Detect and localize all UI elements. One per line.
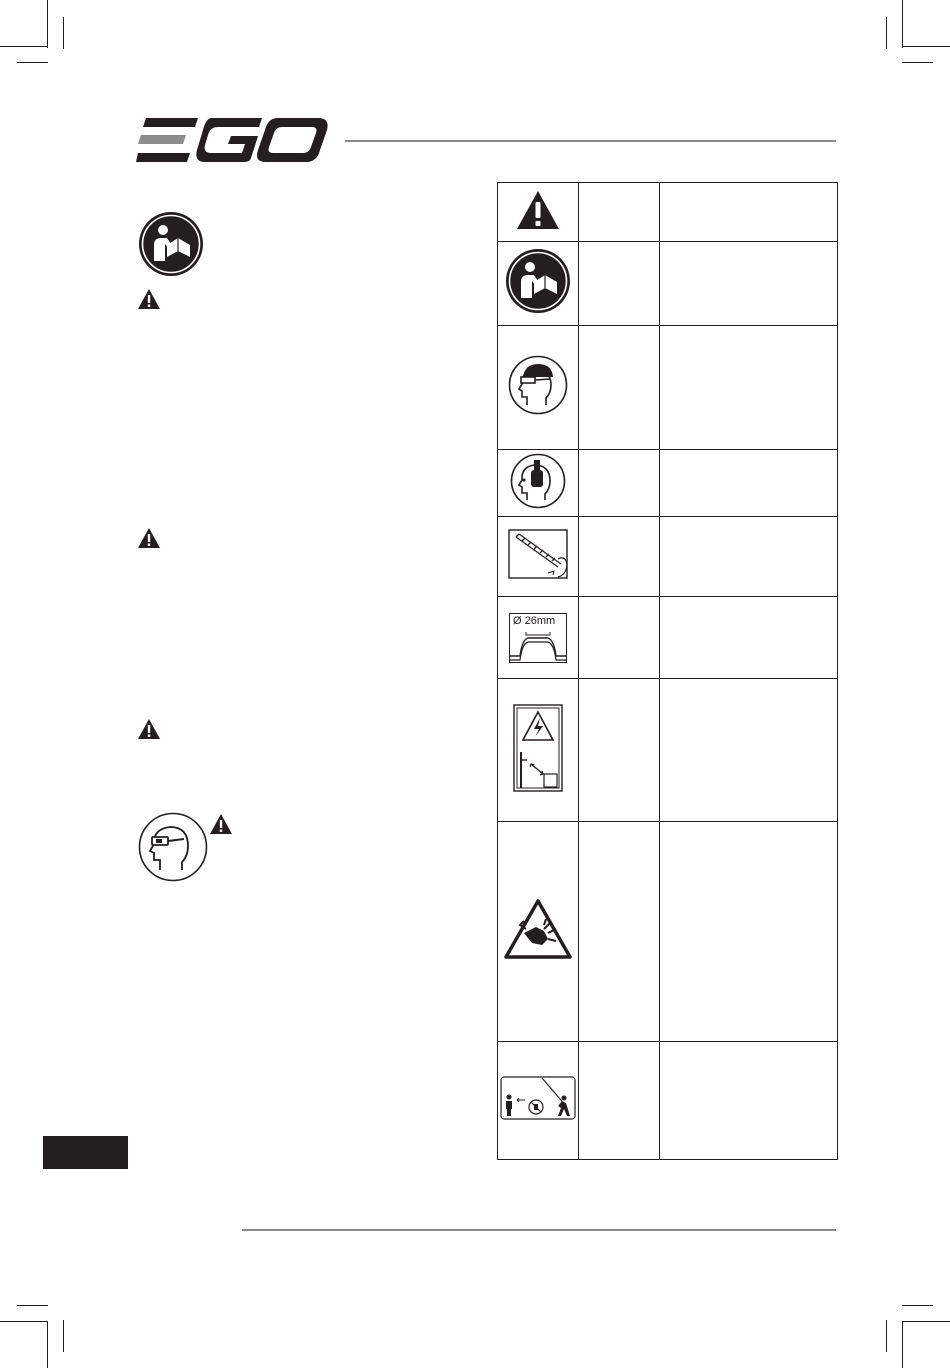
table-row — [498, 450, 838, 517]
table-row — [498, 326, 838, 450]
eye-protection-icon — [138, 812, 208, 882]
table-row — [498, 517, 838, 597]
symbol-description-cell — [660, 326, 838, 450]
table-row — [498, 822, 838, 1042]
table-row — [498, 1042, 838, 1160]
max-diameter-icon — [509, 613, 567, 663]
chain-oil-icon — [508, 529, 568, 579]
footer-rule — [242, 1229, 836, 1231]
symbol-description-cell — [660, 450, 838, 517]
header-rule — [345, 140, 836, 142]
warning-triangle-icon — [138, 289, 160, 309]
keep-bystanders-away-icon — [500, 1076, 576, 1120]
symbol-description-cell — [660, 1042, 838, 1160]
logo-e-mark — [136, 118, 198, 162]
electrocution-hazard-icon — [513, 704, 563, 792]
cutting-hazard-icon — [504, 899, 572, 959]
symbol-description-cell — [660, 822, 838, 1042]
language-tab — [43, 1136, 128, 1169]
warning-triangle-icon — [138, 719, 160, 739]
read-manual-icon — [138, 211, 204, 277]
table-row — [498, 183, 838, 242]
symbol-name-cell — [579, 242, 660, 326]
symbol-description-cell — [660, 183, 838, 242]
table-row — [498, 679, 838, 822]
table-row — [498, 242, 838, 326]
warning-triangle-icon — [138, 528, 160, 548]
symbol-table — [497, 182, 838, 1160]
table-row — [498, 597, 838, 679]
logo-go-letters — [196, 118, 328, 162]
symbol-name-cell — [579, 450, 660, 517]
symbol-description-cell — [660, 242, 838, 326]
read-manual-icon — [505, 248, 571, 314]
warning-triangle-icon — [210, 814, 232, 834]
ear-protection-icon — [510, 453, 566, 509]
symbol-description-cell — [660, 597, 838, 679]
symbol-name-cell — [579, 183, 660, 242]
safety-alert-icon — [516, 190, 560, 230]
max-diameter-label: Ø 26mm — [513, 614, 556, 627]
symbol-name-cell — [579, 326, 660, 450]
symbol-name-cell — [579, 822, 660, 1042]
branch-profile-icon — [510, 626, 566, 662]
symbol-name-cell — [579, 597, 660, 679]
symbol-name-cell — [579, 1042, 660, 1160]
head-eye-protection-icon — [508, 355, 568, 415]
symbol-description-cell — [660, 679, 838, 822]
symbol-name-cell — [579, 517, 660, 597]
symbol-description-cell — [660, 517, 838, 597]
symbol-name-cell — [579, 679, 660, 822]
